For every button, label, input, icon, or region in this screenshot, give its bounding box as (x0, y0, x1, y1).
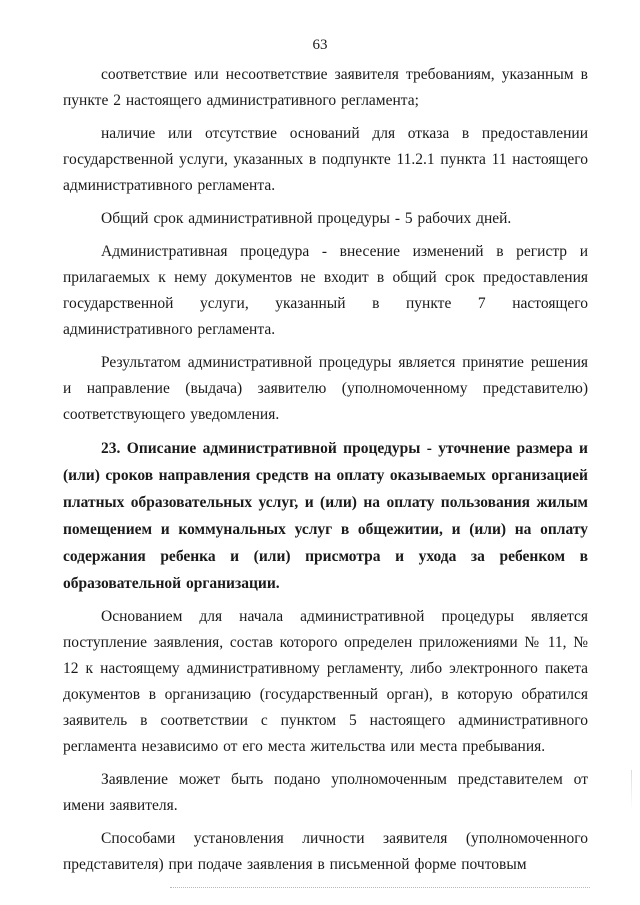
paragraph-compliance: соответствие или несоответствие заявителя требованиям, указанным в пункте 2 настоящего административного регламента; (63, 66, 588, 109)
scan-noise-line (170, 887, 590, 890)
paragraph-basis: Основанием для начала административной процедуры является поступление заявления, состав которого определен приложениями № 11, № 12 к настоящему административному регламенту, либо электронного пакета документов в организацию (государственный орган), в которую обратился заявитель в соответствии с пунктом 5 настоящего административного регламента независимо от его места жительства или места пребывания. (63, 608, 588, 755)
paragraph-representative: Заявление может быть подано уполномоченным представителем от имени заявителя. (63, 771, 588, 814)
document-body (63, 62, 588, 885)
paragraph-result: Результатом административной процедуры является принятие решения и направление (выдача) заявителю (уполномоченному представителю) соответствующего уведомления. (63, 354, 588, 423)
paragraph-total-term: Общий срок административной процедуры - 5 рабочих дней. (101, 210, 512, 227)
paragraph-register-changes: Административная процедура - внесение изменений в регистр и прилагаемых к нему документов не входит в общий срок предоставления государственной услуги, указанный в пункте 7 настоящего административного регламента. (63, 243, 588, 338)
scan-edge-mark (631, 770, 632, 810)
paragraph-identification-methods: Способами установления личности заявителя (уполномоченного представителя) при подаче заявления в письменной форме почтовым (63, 830, 588, 873)
section-heading-23: 23. Описание административной процедуры - уточнение размера и (или) сроков направления средств на оплату оказываемых организацией платных образовательных услуг, и (или) на оплату пользования жилым помещением и коммунальных услуг в общежитии, и (или) на оплату содержания ребенка и (или) присмотра и ухода за ребенком в образовательной организации. (63, 440, 588, 592)
page-number: 63 (312, 37, 328, 53)
paragraph-refusal-grounds: наличие или отсутствие оснований для отказа в предоставлении государственной услуги, указанных в подпункте 11.2.1 пункта 11 настоящего административного регламента. (63, 125, 588, 194)
